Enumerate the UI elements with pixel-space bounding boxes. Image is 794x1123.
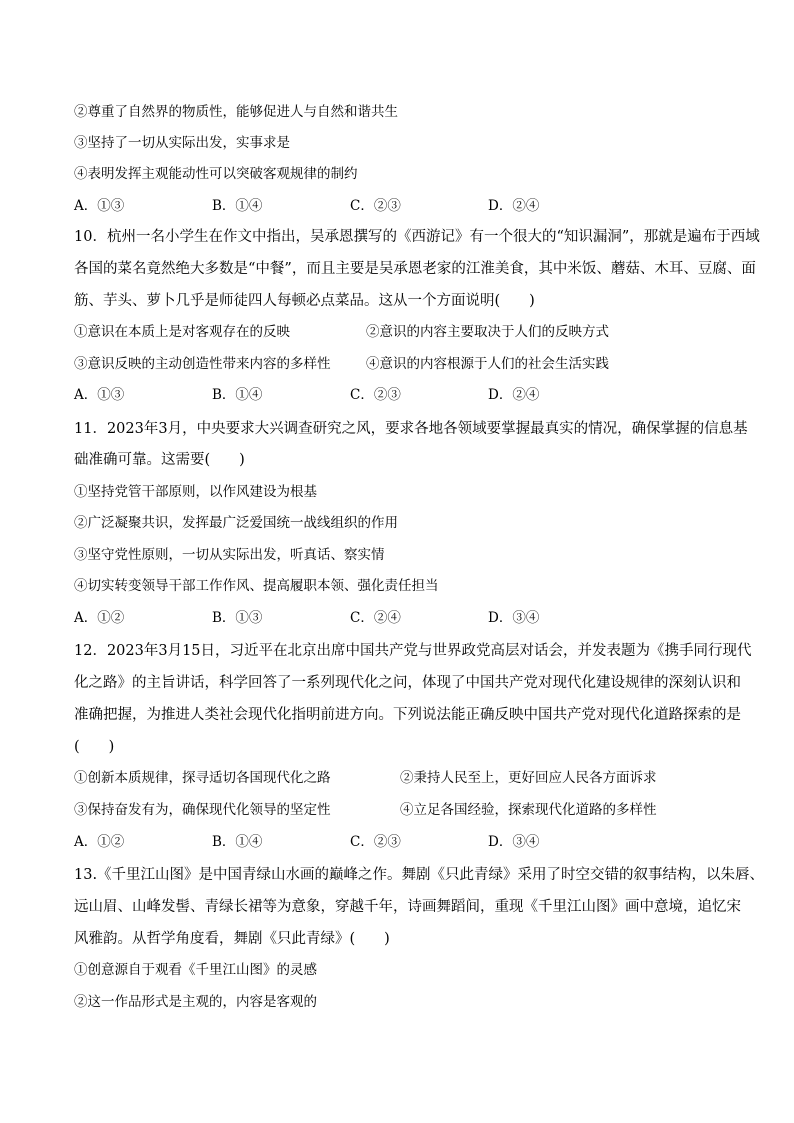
q12-stem-line-4: ( ) bbox=[74, 739, 115, 755]
q12-stem-line-2: 化之路》的主旨讲话，科学回答了一系列现代化之问，体现了中国共产党对现代化建设规律的深刻认识和 bbox=[74, 675, 741, 691]
q12-options bbox=[74, 832, 626, 852]
q10-stem-line-2: 各国的菜名竟然绝大多数是“中餐”，而且主要是吴承恩老家的江淮美食，其中米饭、蘑菇、木耳、豆腐、面 bbox=[74, 261, 756, 277]
q10-option-c[interactable]: C．②③ bbox=[350, 387, 401, 403]
q10-statement-4: ④意识的内容根源于人们的社会生活实践 bbox=[366, 356, 609, 372]
q10-stem-line-1: 10．杭州一名小学生在作文中指出，吴承恩撰写的《西游记》有一个很大的“知识漏洞”，那就是遍布于西域 bbox=[74, 229, 760, 245]
q11-stem-line-1: 11．2023年3月，中央要求大兴调查研究之风，要求各地各领域要掌握最真实的情况，确保掌握的信息基 bbox=[74, 421, 748, 437]
q10-statements-row-1 bbox=[74, 322, 609, 342]
q13-stem-line-2: 远山眉、山峰发髻、青绿长裙等为意象，穿越千年，诗画舞蹈间，重现《千里江山图》画中意境，追忆宋 bbox=[74, 899, 741, 915]
q10-option-d[interactable]: D．②④ bbox=[488, 387, 540, 403]
q11-statement-2: ②广泛凝聚共识，发挥最广泛爱国统一战线组织的作用 bbox=[74, 515, 398, 531]
q12-option-a[interactable]: A．①② bbox=[74, 834, 125, 850]
q11-option-d[interactable]: D．③④ bbox=[488, 610, 540, 626]
q13-statement-2: ②这一作品形式是主观的，内容是客观的 bbox=[74, 994, 317, 1010]
q9-statement-3: ③坚持了一切从实际出发，实事求是 bbox=[74, 135, 290, 151]
q10-stem-line-3: 筋、芋头、萝卜几乎是师徒四人每顿必点菜品。这从一个方面说明( ) bbox=[74, 293, 535, 309]
q12-stem-line-3: 准确把握，为推进人类社会现代化指明前进方向。下列说法能正确反映中国共产党对现代化道路探索的是 bbox=[74, 707, 741, 723]
q9-option-b[interactable]: B．①④ bbox=[212, 198, 263, 214]
q10-statement-1: ①意识在本质上是对客观存在的反映 bbox=[74, 324, 290, 340]
q11-option-b[interactable]: B．①③ bbox=[212, 610, 263, 626]
q9-option-d[interactable]: D．②④ bbox=[488, 198, 540, 214]
q9-option-c[interactable]: C．②③ bbox=[350, 198, 401, 214]
q11-stem-line-2: 础准确可靠。这需要( ) bbox=[74, 452, 245, 468]
q10-options bbox=[74, 385, 626, 405]
q9-statement-4: ④表明发挥主观能动性可以突破客观规律的制约 bbox=[74, 166, 358, 182]
q11-statement-1: ①坚持党管干部原则，以作风建设为根基 bbox=[74, 484, 317, 500]
q10-option-a[interactable]: A．①③ bbox=[74, 387, 125, 403]
q12-statement-2: ②秉持人民至上，更好回应人民各方面诉求 bbox=[400, 770, 657, 786]
q10-statement-2: ②意识的内容主要取决于人们的反映方式 bbox=[366, 324, 609, 340]
q13-stem-line-3: 风雅韵。从哲学角度看，舞剧《只此青绿》( ) bbox=[74, 931, 390, 947]
q12-stem-line-1: 12．2023年3月15日，习近平在北京出席中国共产党与世界政党高层对话会，并发表题为《携手同行现代 bbox=[74, 643, 752, 659]
q12-statement-1: ①创新本质规律，探寻适切各国现代化之路 bbox=[74, 770, 331, 786]
q9-statement-2: ②尊重了自然界的物质性，能够促进人与自然和谐共生 bbox=[74, 104, 398, 120]
q11-statement-3: ③坚守党性原则，一切从实际出发，听真话、察实情 bbox=[74, 547, 385, 563]
q11-statement-4: ④切实转变领导干部工作作风、提高履职本领、强化责任担当 bbox=[74, 578, 439, 594]
q11-option-c[interactable]: C．②④ bbox=[350, 610, 401, 626]
q12-statement-3: ③保持奋发有为，确保现代化领导的坚定性 bbox=[74, 802, 331, 818]
q11-option-a[interactable]: A．①② bbox=[74, 610, 125, 626]
q13-stem-line-1: 13.《千里江山图》是中国青绿山水画的巅峰之作。舞剧《只此青绿》采用了时空交错的叙事结构，以朱唇、 bbox=[74, 867, 765, 883]
q10-statement-3: ③意识反映的主动创造性带来内容的多样性 bbox=[74, 356, 331, 372]
q12-statements-row-1 bbox=[74, 768, 657, 788]
q12-option-c[interactable]: C．②③ bbox=[350, 834, 401, 850]
q9-options bbox=[74, 196, 626, 216]
q12-statement-4: ④立足各国经验，探索现代化道路的多样性 bbox=[400, 802, 657, 818]
q12-option-b[interactable]: B．①④ bbox=[212, 834, 263, 850]
q11-options bbox=[74, 608, 626, 628]
q12-statements-row-2 bbox=[74, 800, 657, 820]
q9-option-a[interactable]: A．①③ bbox=[74, 198, 125, 214]
q12-option-d[interactable]: D．③④ bbox=[488, 834, 540, 850]
q13-statement-1: ①创意源自于观看《千里江山图》的灵感 bbox=[74, 962, 317, 978]
q10-option-b[interactable]: B．①④ bbox=[212, 387, 263, 403]
q10-statements-row-2 bbox=[74, 354, 609, 374]
